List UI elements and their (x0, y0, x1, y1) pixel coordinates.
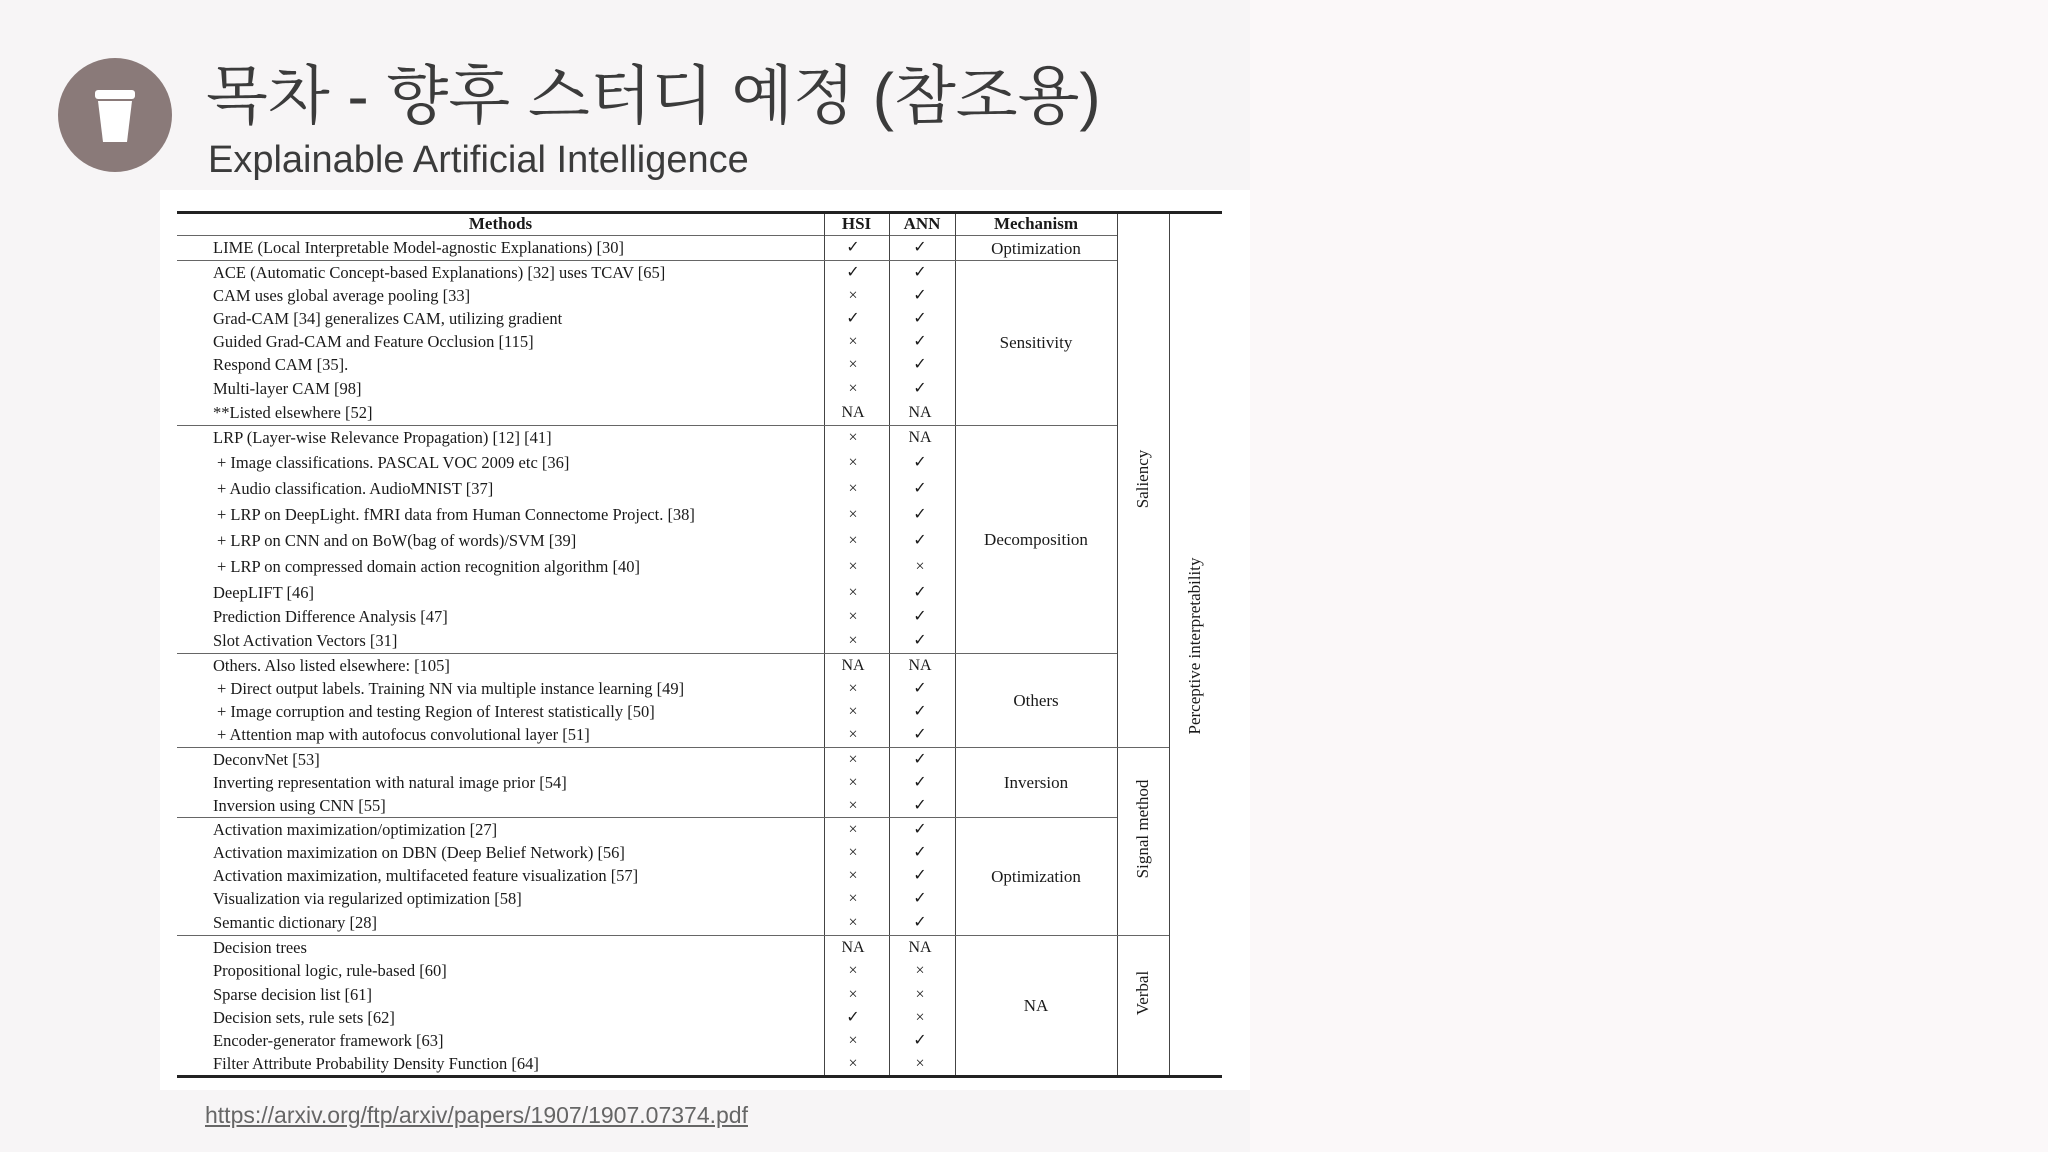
ann-cell: × (915, 962, 925, 979)
method-cell: Filter Attribute Probability Density Function [64] (213, 1054, 539, 1073)
ann-cell: ✓ (913, 867, 927, 884)
method-cell: DeconvNet [53] (213, 750, 320, 769)
ann-cell: ✓ (913, 1032, 927, 1049)
outer-category-label: Perceptive interpretability (1185, 557, 1204, 735)
hsi-cell: ✓ (846, 310, 860, 327)
mechanism-cell: Others (1013, 691, 1059, 710)
mechanism-cell: Optimization (991, 867, 1081, 886)
method-cell: Visualization via regularized optimization [58] (213, 889, 522, 908)
ann-cell: ✓ (913, 480, 927, 497)
mechanism-cell: Sensitivity (999, 333, 1073, 352)
method-cell: Grad-CAM [34] generalizes CAM, utilizing gradient (213, 309, 563, 328)
ann-cell: NA (908, 429, 932, 446)
ann-cell: × (915, 558, 925, 575)
ann-cell: ✓ (913, 632, 927, 649)
hsi-cell: × (848, 506, 858, 523)
hsi-cell: × (848, 703, 858, 720)
mechanism-cell: Optimization (991, 239, 1081, 258)
ann-cell: ✓ (913, 821, 927, 838)
method-cell: + LRP on compressed domain action recognition algorithm [40] (217, 557, 640, 576)
ann-cell: ✓ (913, 751, 927, 768)
hsi-cell: × (848, 356, 858, 373)
method-cell: CAM uses global average pooling [33] (213, 286, 471, 305)
mechanism-cell: NA (1023, 996, 1049, 1015)
category-signal-method: Signal method (1133, 779, 1152, 879)
hsi-cell: × (848, 558, 858, 575)
source-link[interactable]: https://arxiv.org/ftp/arxiv/papers/1907/1907.07374.pdf (205, 1102, 748, 1128)
ann-cell: ✓ (913, 774, 927, 791)
hsi-cell: × (848, 1055, 858, 1072)
method-cell: Propositional logic, rule-based [60] (213, 961, 447, 980)
ann-cell: ✓ (913, 506, 927, 523)
ann-cell: ✓ (913, 584, 927, 601)
method-cell: Activation maximization/optimization [27] (213, 820, 498, 839)
hsi-cell: × (848, 774, 858, 791)
hsi-cell: × (848, 454, 858, 471)
method-cell: + Image classifications. PASCAL VOC 2009 etc [36] (217, 453, 570, 472)
ann-cell: ✓ (913, 380, 927, 397)
method-cell: Sparse decision list [61] (213, 985, 373, 1004)
xai-methods-table (177, 211, 1222, 1079)
method-cell: Inversion using CNN [55] (213, 796, 386, 815)
method-cell: **Listed elsewhere [52] (213, 403, 373, 422)
hsi-cell: NA (841, 657, 865, 674)
method-cell: + LRP on CNN and on BoW(bag of words)/SVM [39] (217, 531, 577, 550)
method-cell: Decision sets, rule sets [62] (213, 1008, 395, 1027)
method-cell: Activation maximization on DBN (Deep Belief Network) [56] (213, 843, 625, 862)
method-cell: Encoder-generator framework [63] (213, 1031, 444, 1050)
header-ann: ANN (903, 214, 941, 233)
hsi-cell: NA (841, 939, 865, 956)
ann-cell: NA (908, 404, 932, 421)
ann-cell: NA (908, 657, 932, 674)
hsi-cell: × (848, 608, 858, 625)
method-cell: Decision trees (213, 938, 307, 957)
hsi-cell: × (848, 584, 858, 601)
hsi-cell: × (848, 287, 858, 304)
ann-cell: ✓ (913, 333, 927, 350)
hsi-cell: × (848, 380, 858, 397)
method-cell: Activation maximization, multifaceted feature visualization [57] (213, 866, 639, 885)
logo-badge (58, 58, 172, 172)
ann-cell: ✓ (913, 797, 927, 814)
category-saliency: Saliency (1133, 449, 1152, 509)
method-cell: Prediction Difference Analysis [47] (213, 607, 448, 626)
hsi-cell: × (848, 844, 858, 861)
cup-icon (93, 88, 137, 144)
mechanism-cell: Decomposition (984, 530, 1088, 549)
hsi-cell: × (848, 797, 858, 814)
hsi-cell: × (848, 890, 858, 907)
ann-cell: ✓ (913, 310, 927, 327)
ann-cell: ✓ (913, 890, 927, 907)
method-cell: + Audio classification. AudioMNIST [37] (217, 479, 494, 498)
page-title: 목차 - 향후 스터디 예정 (참조용) (206, 60, 1101, 132)
ann-cell: × (915, 986, 925, 1003)
method-cell: + Direct output labels. Training NN via multiple instance learning [49] (217, 679, 685, 698)
hsi-cell: × (848, 632, 858, 649)
ann-cell: ✓ (913, 356, 927, 373)
category-verbal: Verbal (1133, 970, 1152, 1016)
hsi-cell: × (848, 333, 858, 350)
hsi-cell: × (848, 532, 858, 549)
hsi-cell: × (848, 429, 858, 446)
method-cell: Respond CAM [35]. (213, 355, 349, 374)
hsi-cell: ✓ (846, 1009, 860, 1026)
ann-cell: ✓ (913, 287, 927, 304)
hsi-cell: NA (841, 404, 865, 421)
method-cell: Guided Grad-CAM and Feature Occlusion [115] (213, 332, 534, 351)
hsi-cell: ✓ (846, 264, 860, 281)
method-cell: Multi-layer CAM [98] (213, 379, 362, 398)
header-hsi: HSI (841, 214, 872, 233)
bottom-rule (177, 1075, 1222, 1078)
hsi-cell: × (848, 1032, 858, 1049)
ann-cell: ✓ (913, 703, 927, 720)
method-cell: Others. Also listed elsewhere: [105] (213, 656, 450, 675)
hsi-cell: × (848, 480, 858, 497)
ann-cell: ✓ (913, 914, 927, 931)
hsi-cell: × (848, 962, 858, 979)
hsi-cell: × (848, 751, 858, 768)
ann-cell: ✓ (913, 608, 927, 625)
ann-cell: ✓ (913, 726, 927, 743)
ann-cell: ✓ (913, 532, 927, 549)
ann-cell: × (915, 1009, 925, 1026)
method-cell: ACE (Automatic Concept-based Explanations) [32] uses TCAV [65] (213, 263, 666, 282)
hsi-cell: × (848, 680, 858, 697)
hsi-cell: ✓ (846, 239, 860, 256)
ann-cell: ✓ (913, 264, 927, 281)
mechanism-cell: Inversion (1003, 773, 1069, 792)
method-cell: + Image corruption and testing Region of Interest statistically [50] (217, 702, 655, 721)
method-cell: LIME (Local Interpretable Model-agnostic Explanations) [30] (213, 238, 624, 257)
header-mechanism: Mechanism (993, 214, 1079, 233)
header-methods: Methods (468, 214, 533, 233)
page-subtitle: Explainable Artificial Intelligence (208, 139, 749, 181)
method-cell: LRP (Layer-wise Relevance Propagation) [12] [41] (213, 428, 552, 447)
ann-cell: ✓ (913, 680, 927, 697)
hsi-cell: × (848, 726, 858, 743)
ann-cell: × (915, 1055, 925, 1072)
method-cell: Slot Activation Vectors [31] (213, 631, 398, 650)
ann-cell: NA (908, 939, 932, 956)
method-cell: + Attention map with autofocus convolutional layer [51] (217, 725, 590, 744)
ann-cell: ✓ (913, 844, 927, 861)
hsi-cell: × (848, 914, 858, 931)
method-cell: + LRP on DeepLight. fMRI data from Human Connectome Project. [38] (217, 505, 695, 524)
method-cell: Inverting representation with natural image prior [54] (213, 773, 567, 792)
ann-cell: ✓ (913, 454, 927, 471)
hsi-cell: × (848, 821, 858, 838)
ann-cell: ✓ (913, 239, 927, 256)
hsi-cell: × (848, 986, 858, 1003)
method-cell: Semantic dictionary [28] (213, 913, 378, 932)
method-cell: DeepLIFT [46] (213, 583, 314, 602)
hsi-cell: × (848, 867, 858, 884)
